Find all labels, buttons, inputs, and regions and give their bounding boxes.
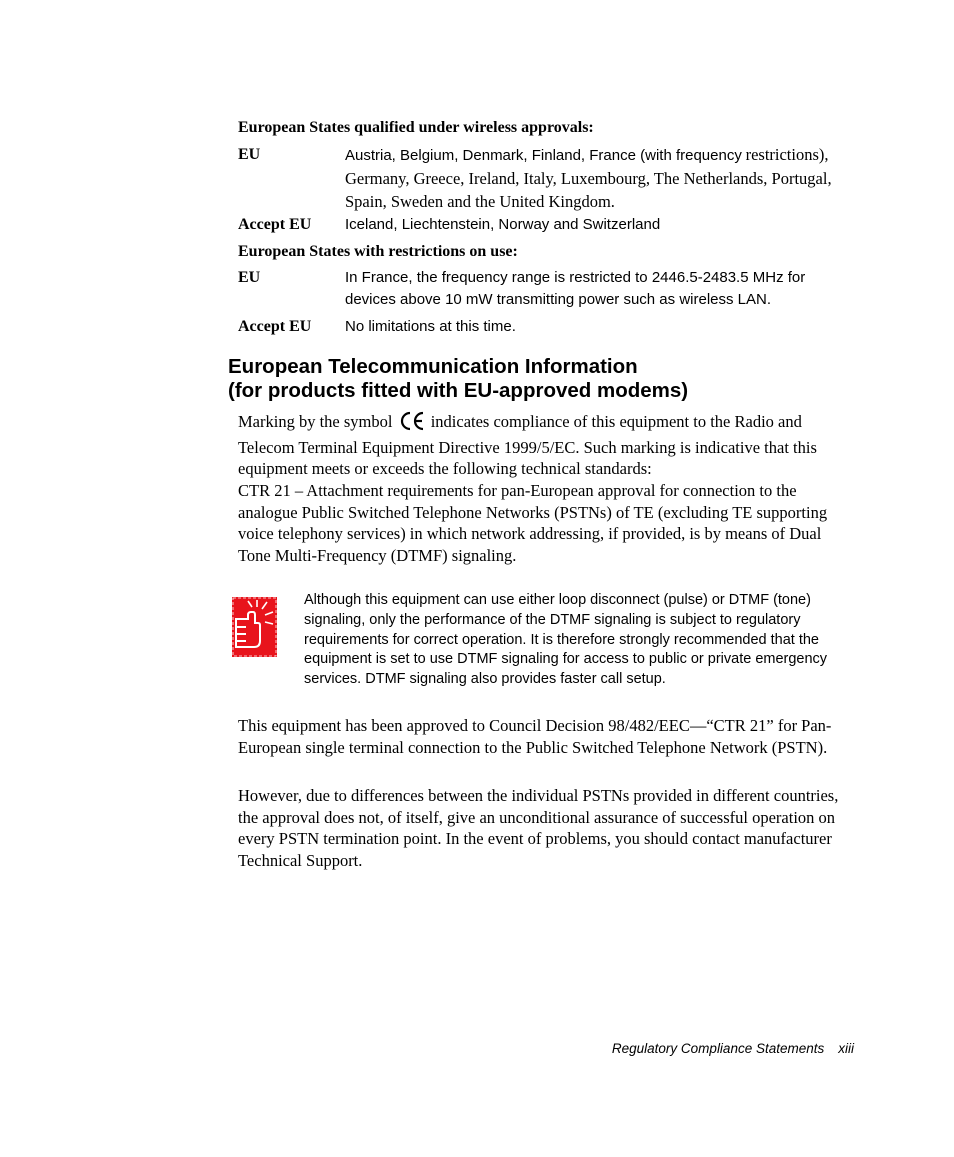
page-footer	[612, 1040, 854, 1058]
footer-page-number: xiii	[838, 1041, 854, 1056]
telecom-paragraph-approval: This equipment has been approved to Council Decision 98/482/EEC—“CTR 21” for Pan-European single terminal connection to the Public Switched Telephone Network (PSTN).	[238, 716, 832, 757]
restrictions-heading: European States with restrictions on use:	[238, 243, 518, 260]
wireless-eu-label: EU	[238, 146, 261, 163]
caution-hand-icon	[232, 597, 277, 657]
marking-text-after: indicates compliance of this equipment to the Radio and Telecom Terminal Equipment Directive 1999/5/EC. Such marking is indicative that this equipment meets or exceeds the following technical standards:	[238, 412, 817, 478]
wireless-accept-label: Accept EU	[238, 216, 312, 233]
wireless-approvals-heading: European States qualified under wireless approvals:	[238, 119, 594, 136]
telecom-paragraph-pstn: However, due to differences between the individual PSTNs provided in different countries, the approval does not, of itself, give an unconditional assurance of successful operation on every PSTN termination point. In the event of problems, you should contact manufacturer Technical Support.	[238, 786, 839, 870]
restrictions-eu-text: In France, the frequency range is restricted to 2446.5-2483.5 MHz for devices above 10 mW transmitting power such as wireless LAN.	[345, 269, 806, 308]
restrictions-accept-label: Accept EU	[238, 318, 312, 335]
dtmf-note-text: Although this equipment can use either loop disconnect (pulse) or DTMF (tone) signaling, only the performance of the DTMF signaling is subject to regulatory requirements for correct operation. It is therefore strongly recommended that the equipment is set to use DTMF signaling for access to public or private emergency services. DTMF signaling also provides faster call setup.	[304, 592, 828, 688]
footer-section-title: Regulatory Compliance Statements	[611, 1041, 825, 1056]
marking-text-before: Marking by the symbol	[238, 412, 393, 431]
telecom-title-line2: (for products fitted with EU-approved modems)	[228, 379, 689, 402]
wireless-eu-text-rest: restrictions), Germany, Greece, Ireland, Italy, Luxembourg, The Netherlands, Portugal, Spain, Sweden and the United Kingdom.	[345, 145, 832, 211]
wireless-eu-text-line1: Austria, Belgium, Denmark, Finland, France (with frequency	[345, 147, 742, 164]
telecom-title-line1: European Telecommunication Information	[228, 355, 638, 378]
wireless-eu-text	[345, 144, 850, 215]
restrictions-accept-text: No limitations at this time.	[345, 318, 516, 335]
telecom-paragraph-ctr21: CTR 21 – Attachment requirements for pan-European approval for connection to the analogue Public Switched Telephone Networks (PSTNs) of TE (excluding TE supporting voice telephony services) in which network addressing, if provided, is by means of Dual Tone Multi-Frequency (DTMF) signaling.	[238, 481, 828, 565]
wireless-accept-text: Iceland, Liechtenstein, Norway and Switzerland	[345, 216, 661, 233]
restrictions-eu-label: EU	[238, 269, 261, 286]
telecom-paragraph-marking	[238, 411, 850, 480]
ce-mark-icon	[399, 411, 425, 437]
